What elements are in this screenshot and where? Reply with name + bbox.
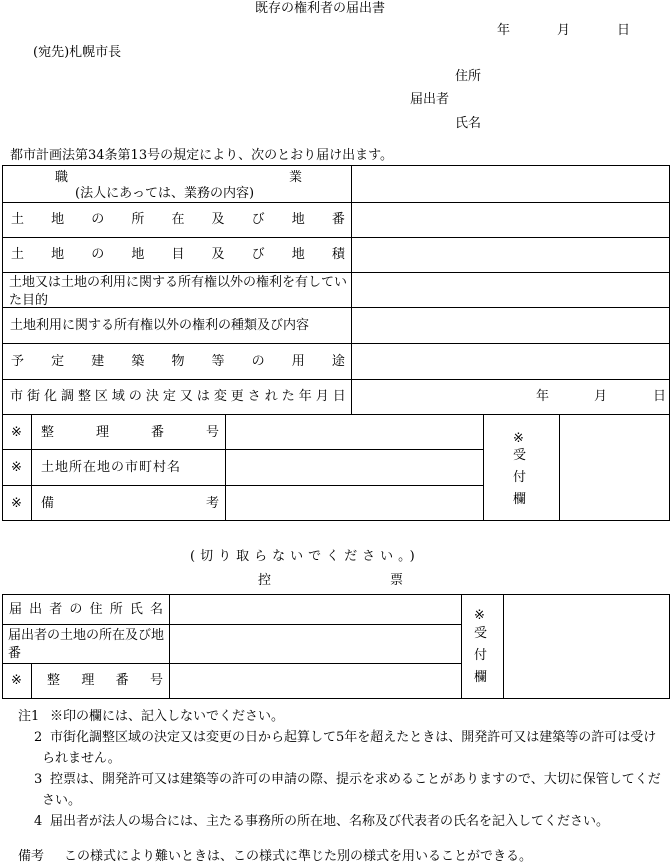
note-2 [18, 727, 663, 769]
main-table [2, 165, 670, 521]
reception-char-3: 欄 [513, 492, 527, 507]
office-use-mark: ※ [11, 496, 22, 511]
applicant-name-label: 氏名 [455, 116, 482, 131]
note-number: 4 [34, 814, 43, 829]
note-text: 届出者が法人の場合には、主たる事務所の所在地、名称及び代表者の氏名を記入してください。 [50, 814, 610, 829]
stub-applicant-label: 届 出 者 の 住 所 氏 名 [9, 602, 163, 617]
land-category-field[interactable] [353, 238, 668, 271]
office-use-mark: ※ [11, 460, 22, 475]
zoning-date-month: 月 [594, 389, 608, 404]
occupation-label-left: 職 [55, 170, 69, 185]
land-location-field[interactable] [353, 203, 668, 236]
stub-title: 控 票 [258, 573, 403, 588]
office-use-mark: ※ [11, 425, 22, 440]
rights-type-field[interactable] [353, 308, 668, 342]
stub-reception-char-1: 受 [474, 626, 488, 641]
zoning-date-day: 日 [653, 389, 667, 404]
building-use-label: 予 定 建 築 物 等 の 用 途 [11, 354, 345, 369]
reception-char-2: 付 [513, 470, 527, 485]
cut-notice: (切り取らないでください。) [190, 549, 420, 564]
zoning-date-label: 市 街 化 調 整 区 域 の 決 定 又 は 変 更 さ れ た 年 月 日 [10, 389, 346, 404]
rights-purpose-field[interactable] [353, 273, 668, 306]
stub-office-mark: ※ [11, 673, 22, 688]
land-location-label: 土 地 の 所 在 及 び 地 番 [11, 212, 345, 227]
note-number: 3 [34, 772, 43, 787]
building-use-field[interactable] [353, 344, 668, 378]
date-day: 日 [617, 23, 631, 38]
zoning-date-year: 年 [536, 389, 550, 404]
remark-label: 備考 [18, 849, 45, 864]
municipality-label: 土地所在地の市町村名 [41, 460, 182, 475]
note-4 [18, 811, 663, 832]
occupation-field[interactable] [353, 167, 668, 201]
stub-land-label: 届出者の土地の所在及び地番 [8, 628, 165, 661]
reception-char-1: 受 [513, 448, 527, 463]
reception-mark: ※ [513, 431, 524, 446]
stub-reference-field[interactable] [171, 664, 460, 697]
note-number: 注1 [18, 709, 40, 724]
reception-field[interactable] [561, 415, 668, 519]
note-1 [18, 706, 663, 727]
remarks-field[interactable] [227, 486, 482, 519]
applicant-label: 届出者 [410, 92, 450, 107]
note-3 [18, 769, 663, 811]
date-month: 月 [557, 23, 571, 38]
reference-number-field[interactable] [227, 415, 482, 448]
notes-section [18, 706, 663, 832]
note-number: 2 [34, 730, 43, 745]
municipality-field[interactable] [227, 450, 482, 484]
form-title: 既存の権利者の届出書 [255, 1, 386, 16]
applicant-address-label: 住所 [455, 69, 482, 84]
stub-reception-char-2: 付 [474, 648, 488, 663]
occupation-label-right: 業 [289, 170, 303, 185]
note-text: ※印の欄には、記入しないでください。 [50, 709, 285, 724]
rights-purpose-label: 土地又は土地の利用に関する所有権以外の権利を有していた目的 [9, 275, 348, 308]
remark-text: この様式により難いときは、この様式に準じた別の様式を用いることができる。 [64, 849, 533, 864]
note-text: 市街化調整区域の決定又は変更の日から起算して5年を超えたときは、開発許可又は建築等の許可は受けられません。 [42, 730, 657, 766]
land-category-label: 土 地 の 地 目 及 び 地 積 [11, 247, 345, 262]
occupation-sub-label: (法人にあっては、業務の内容) [75, 186, 255, 201]
rights-type-label: 土地利用に関する所有権以外の権利の種類及び内容 [10, 318, 310, 333]
stub-land-field[interactable] [171, 625, 460, 662]
stub-reception-char-3: 欄 [474, 670, 488, 685]
stub-reception-mark: ※ [474, 608, 485, 623]
addressee: (宛先)札幌市長 [33, 45, 122, 60]
stub-reception-field[interactable] [505, 596, 668, 697]
date-year: 年 [497, 23, 511, 38]
stub-reference-label: 整 理 番 号 [47, 673, 163, 688]
note-text: 控票は、開発許可又は建築等の許可の申請の際、提示を求めることがありますので、大切に保管してください。 [42, 772, 661, 808]
intro-text: 都市計画法第34条第13号の規定により、次のとおり届け出ます。 [10, 148, 394, 163]
stub-table [2, 594, 670, 699]
reference-number-label: 整 理 番 号 [41, 425, 219, 440]
remarks-label: 備 考 [41, 496, 219, 511]
stub-applicant-field[interactable] [171, 596, 460, 623]
